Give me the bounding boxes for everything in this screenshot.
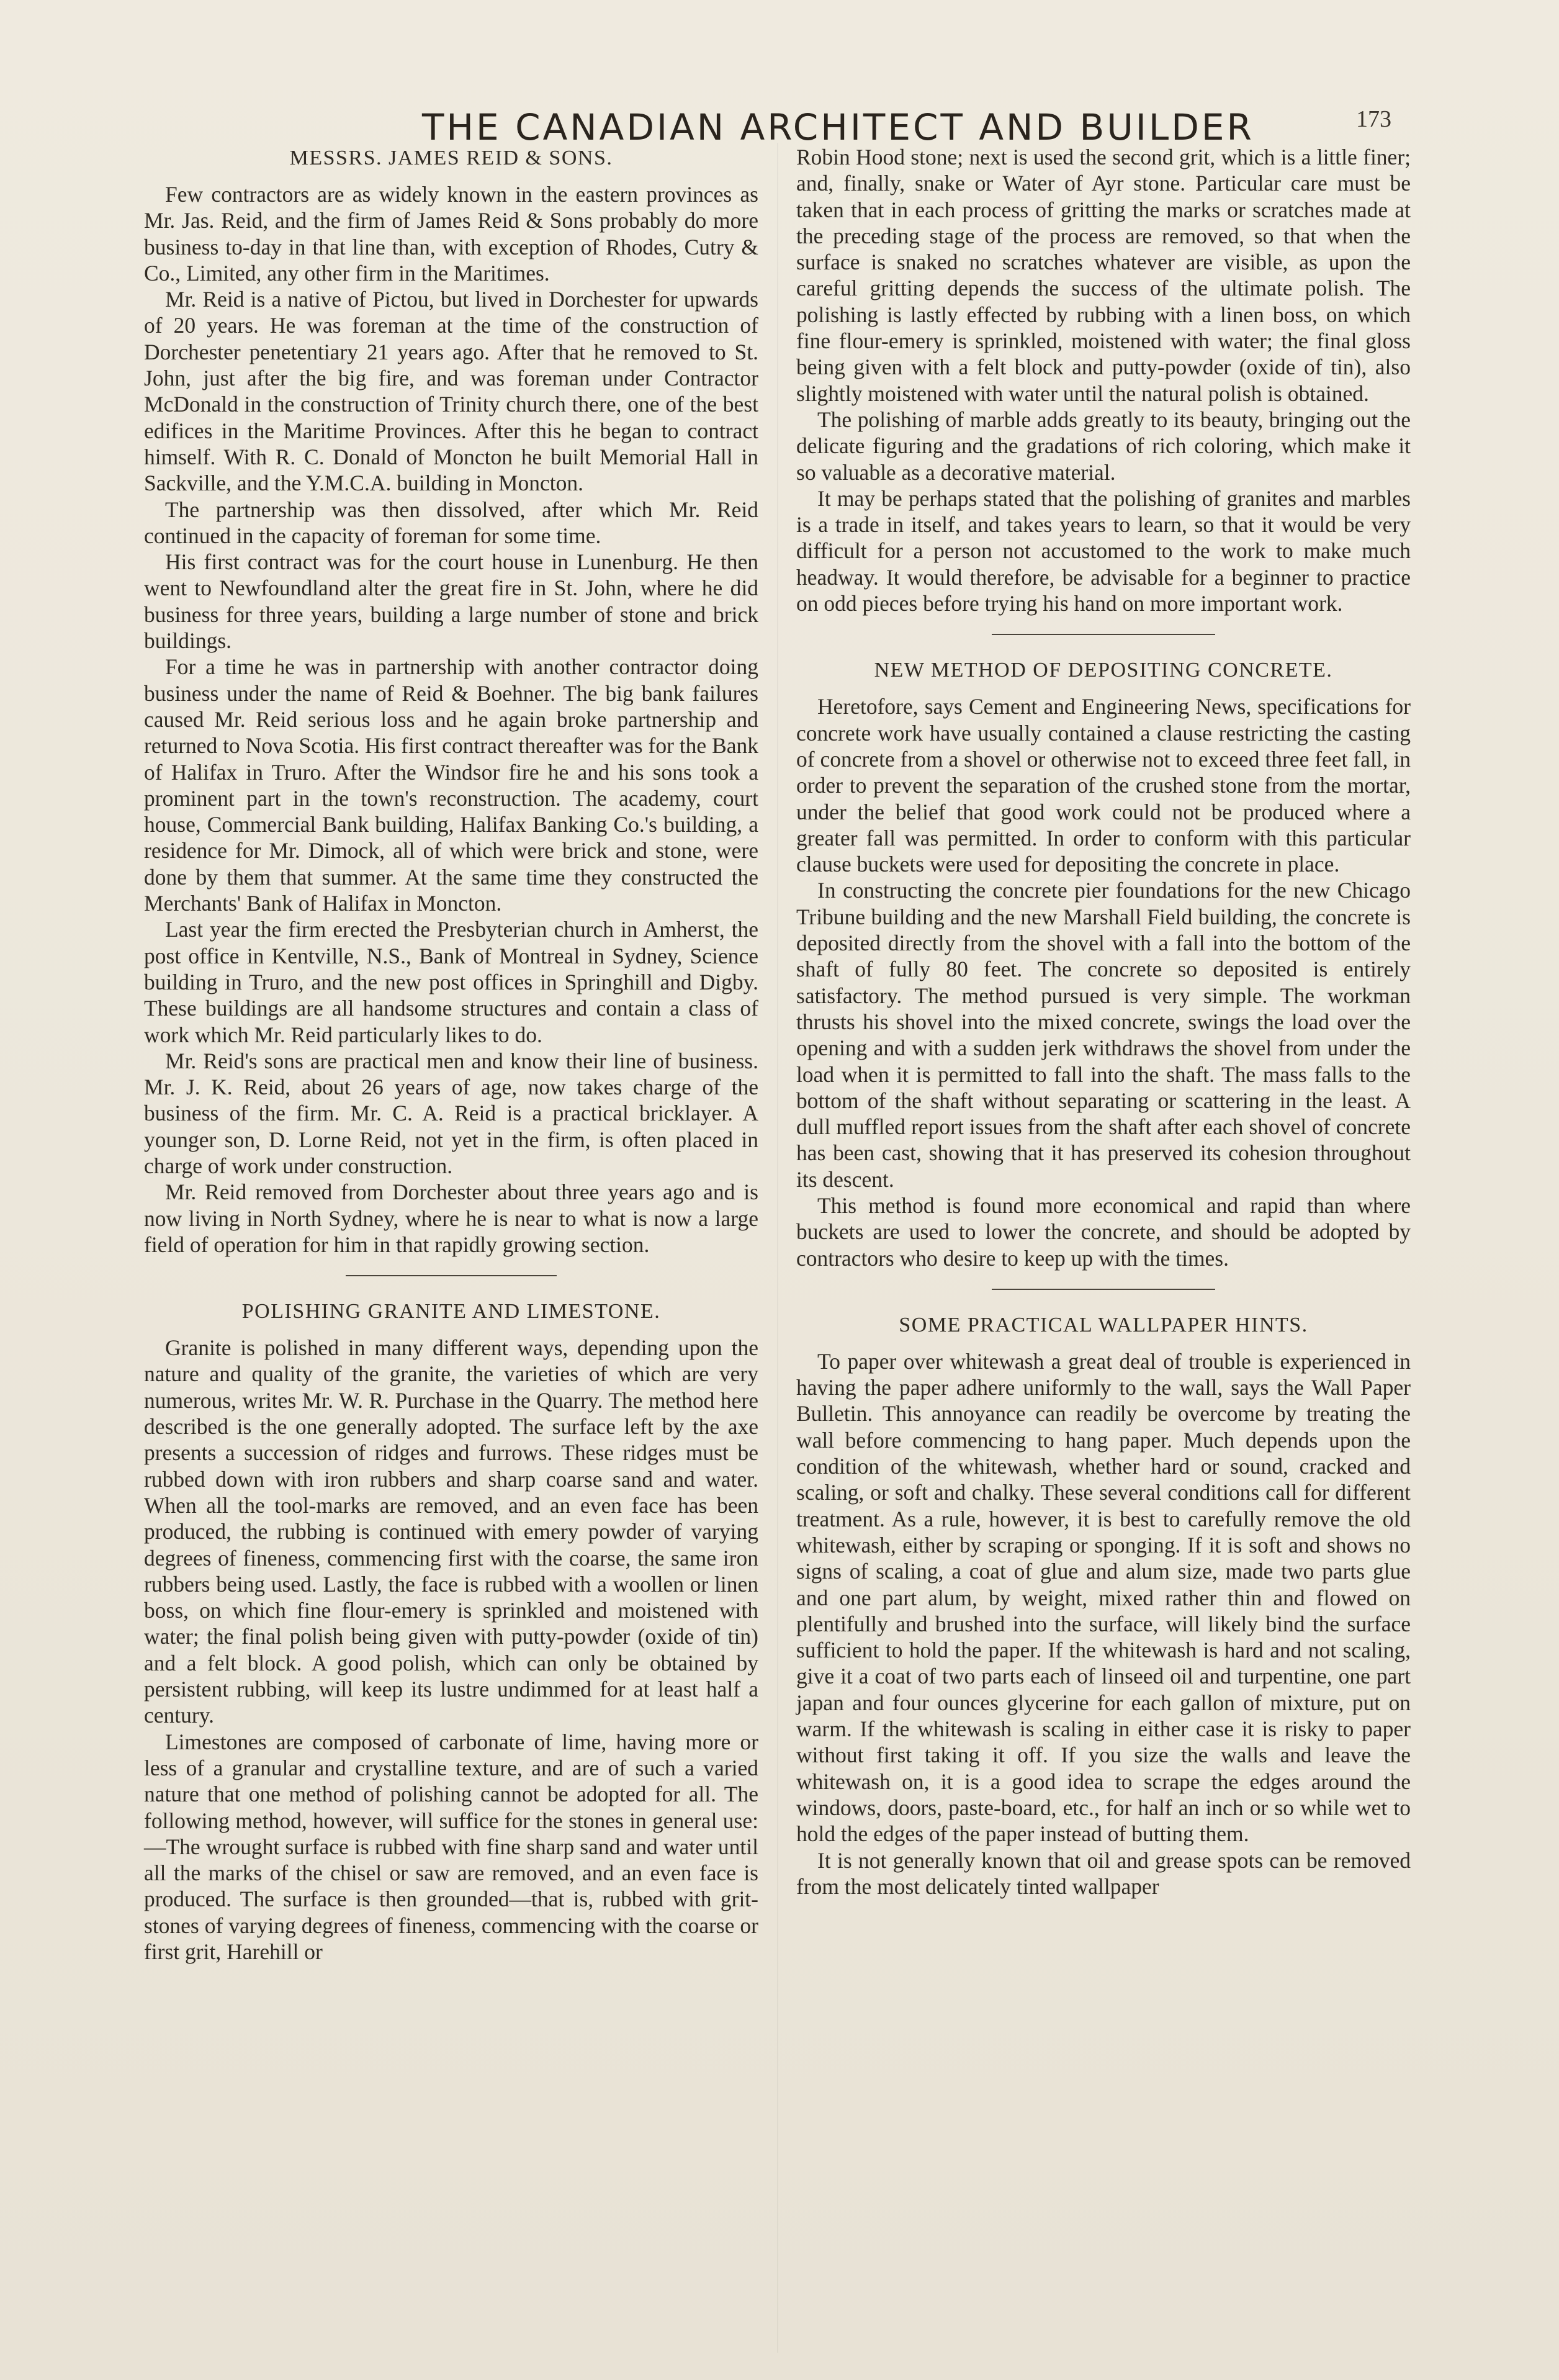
paragraph: It is not generally known that oil and grease spots can be removed from the most delicately tinted wallpaper	[796, 1847, 1411, 1899]
article-title-reid: MESSRS. JAMES REID & SONS.	[289, 146, 613, 169]
paragraph: To paper over whitewash a great deal of trouble is experienced in having the paper adhere uniformly to the wall, says the Wall Paper Bulletin. This annoyance can readily be overcome by treating the wall before commencing to hang paper. Much depends upon the condition of the whitewash, whether hard or sound, cracked and scaling, or soft and chalky. These several conditions call for different treatment. As a rule, however, it is best to carefully remove the old whitewash, either by scraping or sponging. If it is soft and shows no signs of scaling, a coat of glue and alum size, made two parts glue and one part alum, by weight, mixed rather thin and flowed on plentifully and brushed into the surface, will likely bind the surface sufficient to hold the paper. If the whitewash is hard and not scaling, give it a coat of two parts each of linseed oil and turpentine, one part japan and four ounces glycerine for each gallon of mixture, put on warm. If the whitewash is scaling in either case it is risky to paper without first taking it off. If you size the walls and leave the whitewash on, it is a good idea to scrape the edges around the windows, doors, paste-board, etc., for half an inch or so while wet to hold the edges of the paper instead of butting them.	[796, 1348, 1411, 1847]
paragraph: Mr. Reid's sons are practical men and know their line of business. Mr. J. K. Reid, about 26 years of age, now takes charge of the business of the firm. Mr. C. A. Reid is a practical bricklayer. A younger son, D. Lorne Reid, not yet in the firm, is often placed in charge of work under construction.	[144, 1048, 758, 1178]
paragraph: Granite is polished in many different ways, depending upon the nature and quality of the granite, the varieties of which are very numerous, writes Mr. W. R. Purchase in the Quarry. The method here described is the one generally adopted. The surface left by the axe presents a succession of ridges and furrows. These ridges must be rubbed down with iron rubbers and sharp coarse sand and water. When all the tool-marks are removed, and an even face has been produced, the rubbing is continued with emery powder of varying degrees of fineness, commencing first with the coarse, the same iron rubbers being used. Lastly, the face is rubbed with a woollen or linen boss, on which fine flour-emery is sprinkled and moistened with water; the final polish being given with putty-powder (oxide of tin) and a felt block. A good polish, which can only be obtained by persistent rubbing, will keep its lustre undimmed for at least half a century.	[144, 1335, 758, 1728]
paragraph: It may be perhaps stated that the polishing of granites and marbles is a trade in itself, and takes years to learn, so that it would be very difficult for a person not accustomed to the work to make much headway. It would therefore, be advisable for a beginner to practice on odd pieces before trying his hand on more important work.	[796, 485, 1411, 616]
paragraph: His first contract was for the court house in Lunenburg. He then went to Newfoundland alter the great fire in St. John, where he did business for three years, building a large number of stone and brick buildings.	[144, 549, 758, 654]
paragraph: Mr. Reid is a native of Pictou, but lived in Dorchester for upwards of 20 years. He was foreman at the time of the construction of Dorchester penetentiary 21 years ago. After that he removed to St. John, just after the big fire, and was foreman under Contractor McDonald in the construction of Trinity church there, one of the best edifices in the Maritime Provinces. After this he began to contract himself. With R. C. Donald of Moncton he built Memorial Hall in Sackville, and the Y.M.C.A. building in Moncton.	[144, 287, 758, 496]
paragraph: Robin Hood stone; next is used the second grit, which is a little finer; and, finally, snake or Water of Ayr stone. Particular care must be taken that in each process of gritting the marks or scratches made at the preceding stage of the process are removed, so that when the surface is snaked no scratches whatever are visible, as upon the careful gritting depends the success of the ultimate polish. The polishing is lastly effected by rubbing with a linen boss, on which fine flour-emery is sprinkled, moistened with water; the final gloss being given with a felt block and putty-powder (oxide of tin), also slightly moistened with water until the natural polish is obtained.	[796, 145, 1411, 406]
article-title-polishing: POLISHING GRANITE AND LIMESTONE.	[241, 1300, 661, 1323]
paragraph: In constructing the concrete pier foundations for the new Chicago Tribune building and the new Marshall Field building, the concrete is deposited directly from the shovel with a fall into the bottom of the shaft of fully 80 feet. The concrete so deposited is entirely satisfactory. The method pursued is very simple. The workman thrusts his shovel into the mixed concrete, swings the load over the opening and with a sudden jerk withdraws the shovel from under the load when it is permitted to fall into the shaft. The mass falls to the bottom of the shaft without separating or scattering in the least. A dull muffled report issues from the shaft after each shovel of concrete has been cast, showing that it has preserved its cohesion throughout its descent.	[796, 878, 1411, 1192]
article-title-wallpaper: SOME PRACTICAL WALLPAPER HINTS.	[899, 1313, 1308, 1336]
paragraph: The polishing of marble adds greatly to its beauty, bringing out the delicate figuring and the gradations of rich coloring, which make it so valuable as a decorative material.	[796, 407, 1411, 485]
page-number: 173	[1356, 106, 1391, 132]
page-gutter	[777, 143, 778, 2353]
magazine-masthead: THE CANADIAN ARCHITECT AND BUILDER	[422, 106, 1254, 148]
paragraph: Limestones are composed of carbonate of lime, having more or less of a granular and crystalline texture, and are of such a varied nature that one method of polishing cannot be adopted for all. The following method, however, will suffice for the stones in general use: —The wrought surface is rubbed with fine sharp sand and water until all the marks of the chisel or saw are removed, and an even face is produced. The surface is then grounded—that is, rubbed with grit-stones of varying degrees of fineness, commencing with the coarse or first grit, Harehill or	[144, 1729, 758, 1964]
section-divider	[992, 1289, 1215, 1290]
paragraph: Heretofore, says Cement and Engineering News, specifications for concrete work have usually contained a clause restricting the casting of concrete from a shovel or otherwise not to exceed three feet fall, in order to prevent the separation of the crushed stone from the mortar, under the belief that good work could not be produced where a greater fall was permitted. In order to conform with this particular clause buckets were used for depositing the concrete in place.	[796, 694, 1411, 877]
paragraph: Last year the firm erected the Presbyterian church in Amherst, the post office in Kentville, N.S., Bank of Montreal in Sydney, Science building in Truro, and the new post offices in Springhill and Digby. These buildings are all handsome structures and contain a class of work which Mr. Reid particularly likes to do.	[144, 917, 758, 1047]
article-title-concrete: NEW METHOD OF DEPOSITING CONCRETE.	[874, 659, 1333, 682]
paragraph: Mr. Reid removed from Dorchester about three years ago and is now living in North Sydney, where he is near to what is now a large field of operation for him in that rapidly growing section.	[144, 1179, 758, 1257]
paragraph: For a time he was in partnership with another contractor doing business under the name of Reid & Boehner. The big bank failures caused Mr. Reid serious loss and he again broke partnership and returned to Nova Scotia. His first contract thereafter was for the Bank of Halifax in Truro. After the Windsor fire he and his sons took a prominent part in the town's reconstruction. The academy, court house, Commercial Bank building, Halifax Banking Co.'s building, a residence for Mr. Dimock, all of which were brick and stone, were done by them that summer. At the same time they constructed the Merchants' Bank of Halifax in Moncton.	[144, 654, 758, 916]
section-divider	[346, 1275, 557, 1276]
paragraph: Few contractors are as widely known in the eastern provinces as Mr. Jas. Reid, and the firm of James Reid & Sons probably do more business to-day in that line than, with exception of Rhodes, Cutry & Co., Limited, any other firm in the Maritimes.	[144, 182, 758, 286]
left-column	[144, 144, 758, 1965]
paragraph: This method is found more economical and rapid than where buckets are used to lower the concrete, and should be adopted by contractors who desire to keep up with the times.	[796, 1192, 1411, 1271]
paragraph: The partnership was then dissolved, after which Mr. Reid continued in the capacity of foreman for some time.	[144, 497, 758, 548]
right-column	[796, 144, 1411, 1900]
section-divider	[992, 634, 1215, 635]
